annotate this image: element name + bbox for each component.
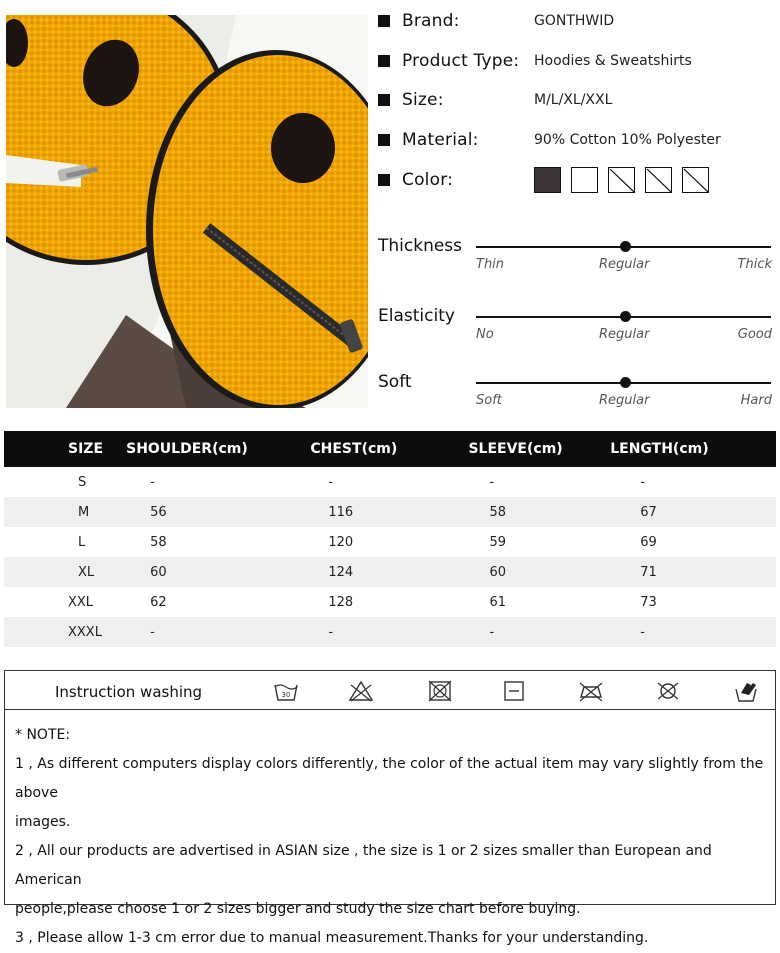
- measurement-cell: -: [610, 617, 776, 647]
- measurement-cell: 59: [489, 534, 507, 550]
- attr-size-value: M/L/XL/XXL: [534, 92, 613, 108]
- attr-size: [378, 87, 778, 113]
- column-header: SLEEVE(cm): [468, 431, 610, 467]
- size-cell: M: [4, 497, 126, 527]
- rating-marker: [620, 241, 631, 252]
- svg-text:30: 30: [281, 691, 291, 699]
- attr-size-label: Size:: [402, 90, 444, 110]
- attr-type-label: Product Type:: [402, 51, 520, 71]
- rating-high-label: Thick: [737, 257, 772, 272]
- rating-title: Thickness: [378, 236, 463, 256]
- line-dry-icon: [501, 679, 527, 703]
- color-swatch-3[interactable]: [608, 167, 635, 193]
- measurement-cell: 73: [640, 594, 657, 610]
- rating-marker: [620, 377, 631, 388]
- table-row: [4, 557, 776, 587]
- measurement-cell: 56: [126, 497, 310, 527]
- measurement-cell: 71: [610, 557, 776, 587]
- table-row: [4, 497, 776, 527]
- rating-low-label: No: [476, 327, 494, 342]
- measurement-cell: 58: [468, 497, 610, 527]
- color-swatch-2[interactable]: [571, 167, 598, 193]
- table-row: [4, 587, 776, 617]
- bullet-icon: [378, 134, 390, 146]
- measurement-cell: 60: [126, 557, 310, 587]
- hand-wash-30-icon: [273, 679, 299, 703]
- measurement-cell: 116: [310, 497, 468, 527]
- measurement-cell: -: [468, 617, 610, 647]
- measurement-cell: 128: [328, 594, 354, 610]
- size-cell: XXXL: [4, 617, 126, 647]
- size-cell: S: [78, 474, 87, 490]
- bullet-icon: [378, 174, 390, 186]
- attr-type-value: Hoodies & Sweatshirts: [534, 53, 692, 69]
- column-header: LENGTH(cm): [610, 431, 776, 467]
- column-header: SHOULDER(cm): [126, 431, 310, 467]
- measurement-cell: 67: [610, 497, 776, 527]
- measurement-cell: 124: [310, 557, 468, 587]
- size-cell: XXL: [68, 594, 94, 610]
- measurement-cell: -: [126, 617, 310, 647]
- unavailable-slash-icon: [646, 168, 671, 192]
- color-swatch-1[interactable]: [534, 167, 561, 193]
- measurement-cell: -: [489, 474, 495, 490]
- note-3: 3 , Please allow 1-3 cm error due to manual measurement.Thanks for your understanding.: [15, 930, 649, 946]
- rating-title: Elasticity: [378, 306, 455, 326]
- column-header: SIZE: [4, 431, 126, 467]
- color-swatches: [534, 167, 709, 193]
- measurement-cell: 61: [489, 594, 507, 610]
- attr-color: [378, 167, 778, 193]
- measurement-cell: 69: [640, 534, 657, 550]
- attr-material-label: Material:: [402, 130, 479, 150]
- table-row: [4, 617, 776, 647]
- do-not-tumble-dry-icon: [427, 679, 453, 703]
- color-swatch-4[interactable]: [645, 167, 672, 193]
- bullet-icon: [378, 15, 390, 27]
- attr-brand-label: Brand:: [402, 11, 460, 31]
- rating-marker: [620, 311, 631, 322]
- measurement-cell: 60: [468, 557, 610, 587]
- measurement-cell: -: [640, 474, 645, 490]
- washing-title: Instruction washing: [55, 683, 203, 701]
- measurement-cell: -: [310, 617, 468, 647]
- rating-high-label: Hard: [740, 393, 772, 408]
- size-cell: L: [78, 534, 86, 550]
- do-not-dry-clean-icon: [655, 679, 681, 703]
- table-row: [4, 467, 776, 497]
- rating-title: Soft: [378, 372, 412, 392]
- size-chart-table: [4, 431, 776, 647]
- rating-mid-label: Regular: [599, 393, 650, 408]
- attr-color-label: Color:: [402, 170, 454, 190]
- size-cell: XL: [4, 557, 126, 587]
- unavailable-slash-icon: [683, 168, 708, 192]
- bullet-icon: [378, 94, 390, 106]
- measurement-cell: 120: [328, 534, 354, 550]
- rating-mid-label: Regular: [599, 327, 650, 342]
- column-header: CHEST(cm): [310, 431, 468, 467]
- rating-high-label: Good: [737, 327, 772, 342]
- notes-box: [4, 709, 776, 946]
- do-not-bleach-icon: [348, 679, 374, 703]
- notes-heading: * NOTE:: [15, 727, 71, 743]
- measurement-cell: 62: [150, 594, 167, 610]
- rating-low-label: Thin: [476, 257, 505, 272]
- note-1: 1 , As different computers display colors differently, the color of the actual item may vary slightly from the above: [15, 756, 764, 801]
- measurement-cell: -: [328, 474, 334, 490]
- size-chart-header: [4, 431, 776, 467]
- attr-type: [378, 48, 778, 74]
- smiley-patch-illustration: [6, 15, 368, 408]
- note-2-cont: people,please choose 1 or 2 sizes bigger and study the size chart before buying.: [15, 901, 581, 917]
- attr-material: [378, 127, 778, 153]
- attr-brand: [378, 8, 778, 34]
- do-not-iron-icon: [578, 679, 604, 703]
- bullet-icon: [378, 55, 390, 67]
- table-row: [4, 527, 776, 557]
- attr-brand-value: GONTHWID: [534, 13, 615, 29]
- washing-instructions: [4, 670, 776, 710]
- product-photo: [6, 15, 368, 408]
- measurement-cell: 58: [150, 534, 167, 550]
- attr-material-value: 90% Cotton 10% Polyester: [534, 132, 721, 148]
- note-2: 2 , All our products are advertised in ASIAN size , the size is 1 or 2 sizes smaller than European and American: [15, 843, 712, 888]
- unavailable-slash-icon: [609, 168, 634, 192]
- rating-low-label: Soft: [476, 393, 502, 408]
- note-1-cont: images.: [15, 814, 71, 830]
- measurement-cell: -: [150, 474, 155, 490]
- hand-wash-only-icon: [733, 679, 759, 703]
- rating-mid-label: Regular: [599, 257, 650, 272]
- color-swatch-5[interactable]: [682, 167, 709, 193]
